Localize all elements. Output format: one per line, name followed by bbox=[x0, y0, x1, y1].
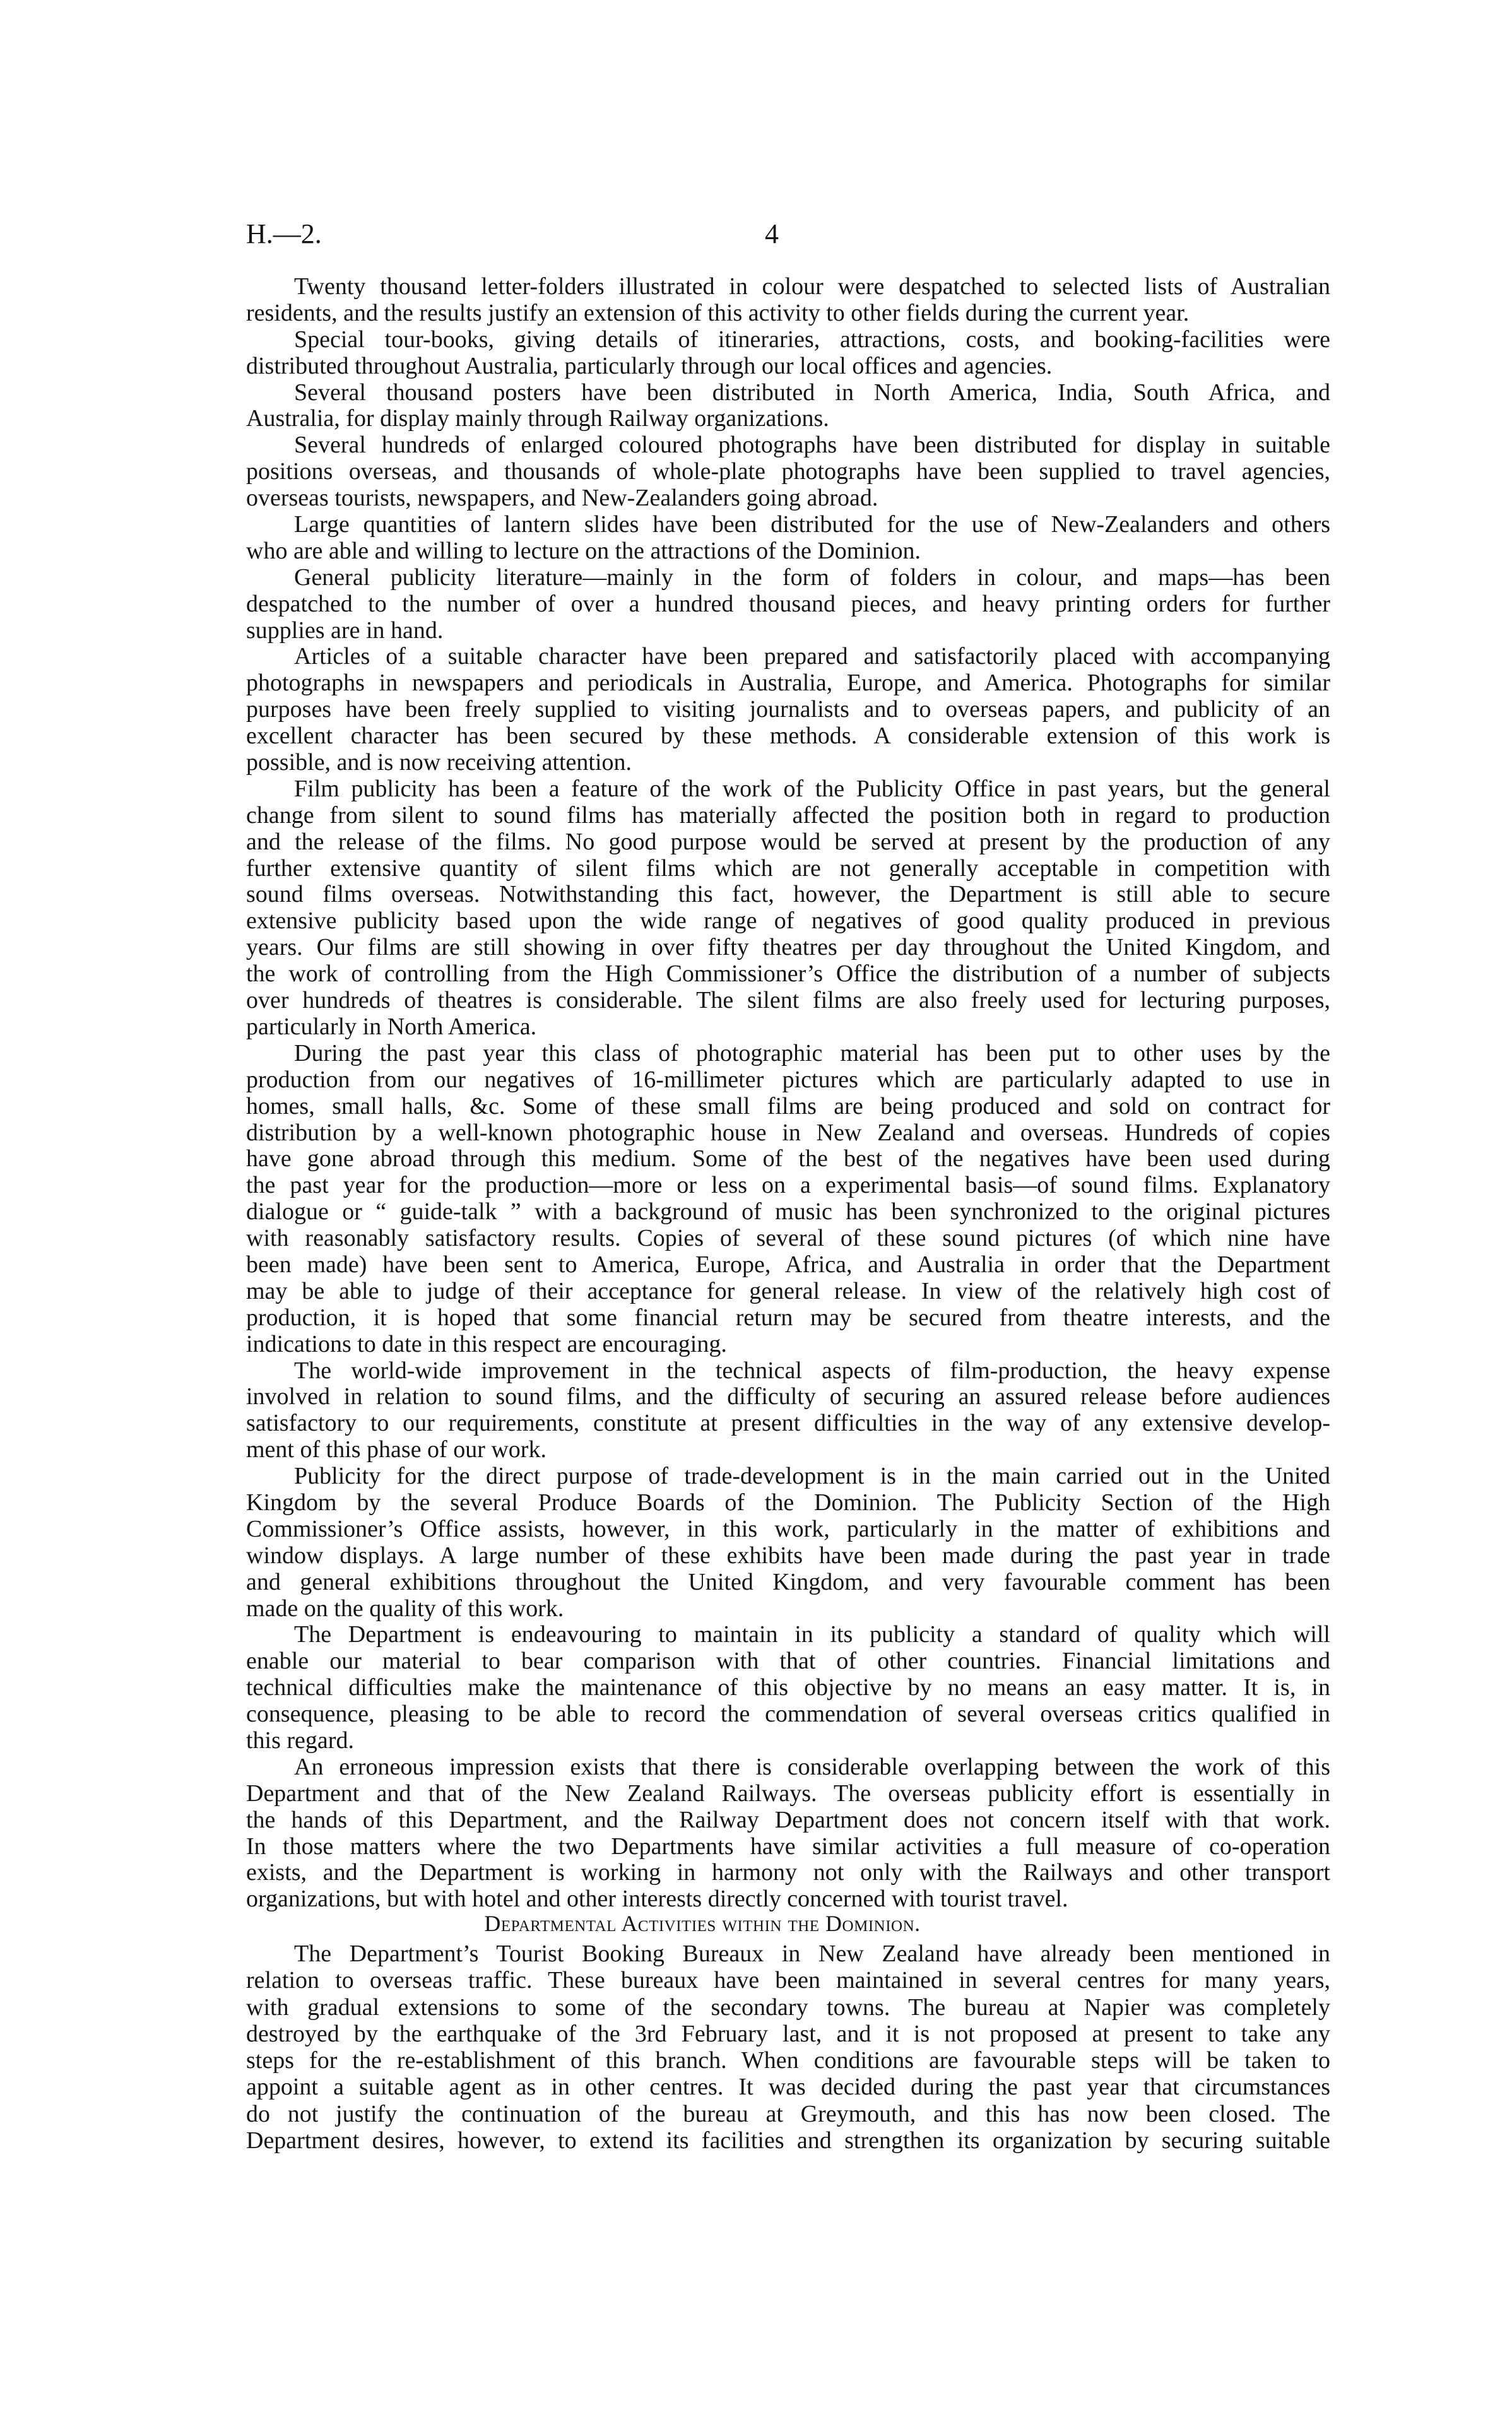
text-line: supplies are in hand. bbox=[246, 617, 444, 644]
text-line: destroyed by the earthquake of the 3rd February last, and it is not proposed at present to take any bbox=[246, 2020, 1330, 2047]
paragraph bbox=[246, 512, 1330, 565]
text-line: and the release of the films. No good purpose would be served at present by the production of any bbox=[246, 828, 1330, 855]
paragraph bbox=[246, 1041, 1330, 1358]
paragraph bbox=[246, 1358, 1330, 1464]
section-body-text bbox=[246, 1940, 1330, 2154]
text-line: excellent character has been secured by these methods. A considerable extension of this work is bbox=[246, 723, 1330, 750]
text-line: the past year for the production—more or less on a experimental basis—of sound films. Explanatory bbox=[246, 1172, 1330, 1199]
paragraph bbox=[246, 1940, 1330, 2154]
text-line: and general exhibitions throughout the United Kingdom, and very favourable comment has been bbox=[246, 1568, 1330, 1595]
text-line: Special tour-books, giving details of itineraries, attractions, costs, and booking-facilities were bbox=[294, 326, 1330, 353]
text-line: Australia, for display mainly through Railway organizations. bbox=[246, 405, 829, 432]
text-line: indications to date in this respect are encouraging. bbox=[246, 1330, 727, 1357]
text-line: involved in relation to sound films, and the difficulty of securing an assured release before audiences bbox=[246, 1383, 1330, 1410]
text-line: distributed throughout Australia, particularly through our local offices and agencies. bbox=[246, 352, 1053, 379]
text-line: years. Our films are still showing in over fifty theatres per day throughout the United Kingdom, and bbox=[246, 934, 1330, 961]
text-line: Department and that of the New Zealand Railways. The overseas publicity effort is essentially in bbox=[246, 1780, 1330, 1807]
text-line: dialogue or “ guide-talk ” with a background of music has been synchronized to the original pictures bbox=[246, 1198, 1330, 1226]
text-line: Twenty thousand letter-folders illustrated in colour were despatched to selected lists of Australian bbox=[294, 273, 1330, 300]
text-line: General publicity literature—mainly in the form of folders in colour, and maps—has been bbox=[294, 564, 1330, 591]
text-line: particularly in North America. bbox=[246, 1013, 537, 1040]
text-line: Department desires, however, to extend its facilities and strengthen its organization by securing suitable bbox=[246, 2127, 1330, 2154]
text-line: sound films overseas. Notwithstanding this fact, however, the Department is still able to secure bbox=[246, 881, 1330, 908]
text-line: do not justify the continuation of the bureau at Greymouth, and this has now been closed. The bbox=[246, 2100, 1330, 2127]
text-line: consequence, pleasing to be able to record the commendation of several overseas critics qualified in bbox=[246, 1701, 1330, 1728]
paragraph bbox=[246, 327, 1330, 380]
text-line: photographs in newspapers and periodicals in Australia, Europe, and America. Photographs for similar bbox=[246, 670, 1330, 697]
text-line: Large quantities of lantern slides have been distributed for the use of New-Zealanders and others bbox=[294, 511, 1330, 538]
text-line: exists, and the Department is working in harmony not only with the Railways and other transport bbox=[246, 1859, 1330, 1886]
text-line: made on the quality of this work. bbox=[246, 1595, 564, 1622]
page-number: 4 bbox=[765, 218, 779, 249]
text-line: production, it is hoped that some financial return may be secured from theatre interests, and the bbox=[246, 1304, 1330, 1331]
text-line: may be able to judge of their acceptance for general release. In view of the relatively high cost of bbox=[246, 1277, 1330, 1304]
paragraph bbox=[246, 274, 1330, 327]
text-line: organizations, but with hotel and other interests directly concerned with tourist travel. bbox=[246, 1886, 1068, 1913]
text-line: have gone abroad through this medium. Some of the best of the negatives have been used during bbox=[246, 1145, 1330, 1173]
section-heading: Departmental Activities within the Dominion. bbox=[484, 1911, 921, 1936]
text-line: technical difficulties make the maintenance of this objective by no means an easy matter. It is, in bbox=[246, 1674, 1330, 1701]
text-line: window displays. A large number of these exhibits have been made during the past year in trade bbox=[246, 1542, 1330, 1569]
text-line: been made) have been sent to America, Europe, Africa, and Australia in order that the Department bbox=[246, 1251, 1330, 1278]
text-line: Kingdom by the several Produce Boards of the Dominion. The Publicity Section of the High bbox=[246, 1489, 1330, 1516]
text-line: the work of controlling from the High Commissioner’s Office the distribution of a number of subjects bbox=[246, 960, 1330, 988]
text-line: with gradual extensions to some of the secondary towns. The bureau at Napier was completely bbox=[246, 1994, 1330, 2021]
paragraph bbox=[246, 1463, 1330, 1622]
text-line: despatched to the number of over a hundred thousand pieces, and heavy printing orders for further bbox=[246, 590, 1330, 617]
text-line: this regard. bbox=[246, 1727, 354, 1754]
text-line: positions overseas, and thousands of whole-plate photographs have been supplied to travel agencies, bbox=[246, 458, 1330, 485]
text-line: distribution by a well-known photographic house in New Zealand and overseas. Hundreds of copies bbox=[246, 1119, 1330, 1146]
text-line: The Department’s Tourist Booking Bureaux in New Zealand have already been mentioned in bbox=[294, 1940, 1330, 1967]
text-line: with reasonably satisfactory results. Copies of several of these sound pictures (of which nine have bbox=[246, 1225, 1330, 1252]
paragraph bbox=[246, 644, 1330, 776]
text-line: extensive publicity based upon the wide range of negatives of good quality produced in previous bbox=[246, 907, 1330, 935]
text-line: ment of this phase of our work. bbox=[246, 1436, 546, 1463]
text-line: In those matters where the two Departments have similar activities a full measure of co-operation bbox=[246, 1833, 1330, 1860]
text-line: who are able and willing to lecture on the attractions of the Dominion. bbox=[246, 537, 921, 564]
text-line: over hundreds of theatres is considerable. The silent films are also freely used for lecturing purposes, bbox=[246, 987, 1330, 1014]
text-line: change from silent to sound films has materially affected the position both in regard to production bbox=[246, 801, 1330, 829]
text-line: The Department is endeavouring to maintain in its publicity a standard of quality which will bbox=[294, 1621, 1330, 1648]
text-line: Commissioner’s Office assists, however, in this work, particularly in the matter of exhibitions and bbox=[246, 1515, 1330, 1542]
paragraph bbox=[246, 565, 1330, 644]
text-line: production from our negatives of 16-millimeter pictures which are particularly adapted to use in bbox=[246, 1066, 1330, 1093]
text-line: During the past year this class of photographic material has been put to other uses by the bbox=[294, 1039, 1330, 1066]
text-line: An erroneous impression exists that there is considerable overlapping between the work of this bbox=[294, 1753, 1330, 1780]
text-line: The world-wide improvement in the technical aspects of film-production, the heavy expense bbox=[294, 1357, 1330, 1384]
text-line: the hands of this Department, and the Railway Department does not concern itself with that work. bbox=[246, 1806, 1330, 1833]
text-line: possible, and is now receiving attention. bbox=[246, 749, 632, 776]
paragraph bbox=[246, 1622, 1330, 1754]
text-line: enable our material to bear comparison with that of other countries. Financial limitations and bbox=[246, 1648, 1330, 1675]
text-line: steps for the re-establishment of this branch. When conditions are favourable steps will be taken to bbox=[246, 2047, 1330, 2074]
text-line: relation to overseas traffic. These bureaux have been maintained in several centres for many years, bbox=[246, 1967, 1330, 1994]
text-line: further extensive quantity of silent films which are not generally acceptable in competition with bbox=[246, 854, 1330, 882]
text-line: Publicity for the direct purpose of trade-development is in the main carried out in the United bbox=[294, 1463, 1330, 1490]
body-text bbox=[246, 274, 1330, 1913]
paragraph bbox=[246, 380, 1330, 433]
text-line: purposes have been freely supplied to visiting journalists and to overseas papers, and publicity of an bbox=[246, 696, 1330, 723]
text-line: appoint a suitable agent as in other centres. It was decided during the past year that circumstances bbox=[246, 2074, 1330, 2101]
paragraph bbox=[246, 776, 1330, 1041]
text-line: Film publicity has been a feature of the work of the Publicity Office in past years, but the general bbox=[294, 775, 1330, 802]
text-line: homes, small halls, &c. Some of these small films are being produced and sold on contract for bbox=[246, 1092, 1330, 1119]
text-line: Articles of a suitable character have been prepared and satisfactorily placed with accompanying bbox=[294, 643, 1330, 670]
text-line: Several thousand posters have been distributed in North America, India, South Africa, and bbox=[294, 379, 1330, 406]
text-line: residents, and the results justify an extension of this activity to other fields during the current year. bbox=[246, 299, 1190, 326]
document-code: H.—2. bbox=[246, 218, 322, 249]
text-line: satisfactory to our requirements, constitute at present difficulties in the way of any extensive develop- bbox=[246, 1410, 1330, 1437]
text-line: overseas tourists, newspapers, and New-Zealanders going abroad. bbox=[246, 485, 878, 512]
paragraph bbox=[246, 432, 1330, 512]
paragraph bbox=[246, 1754, 1330, 1913]
text-line: Several hundreds of enlarged coloured photographs have been distributed for display in suitable bbox=[294, 432, 1330, 459]
